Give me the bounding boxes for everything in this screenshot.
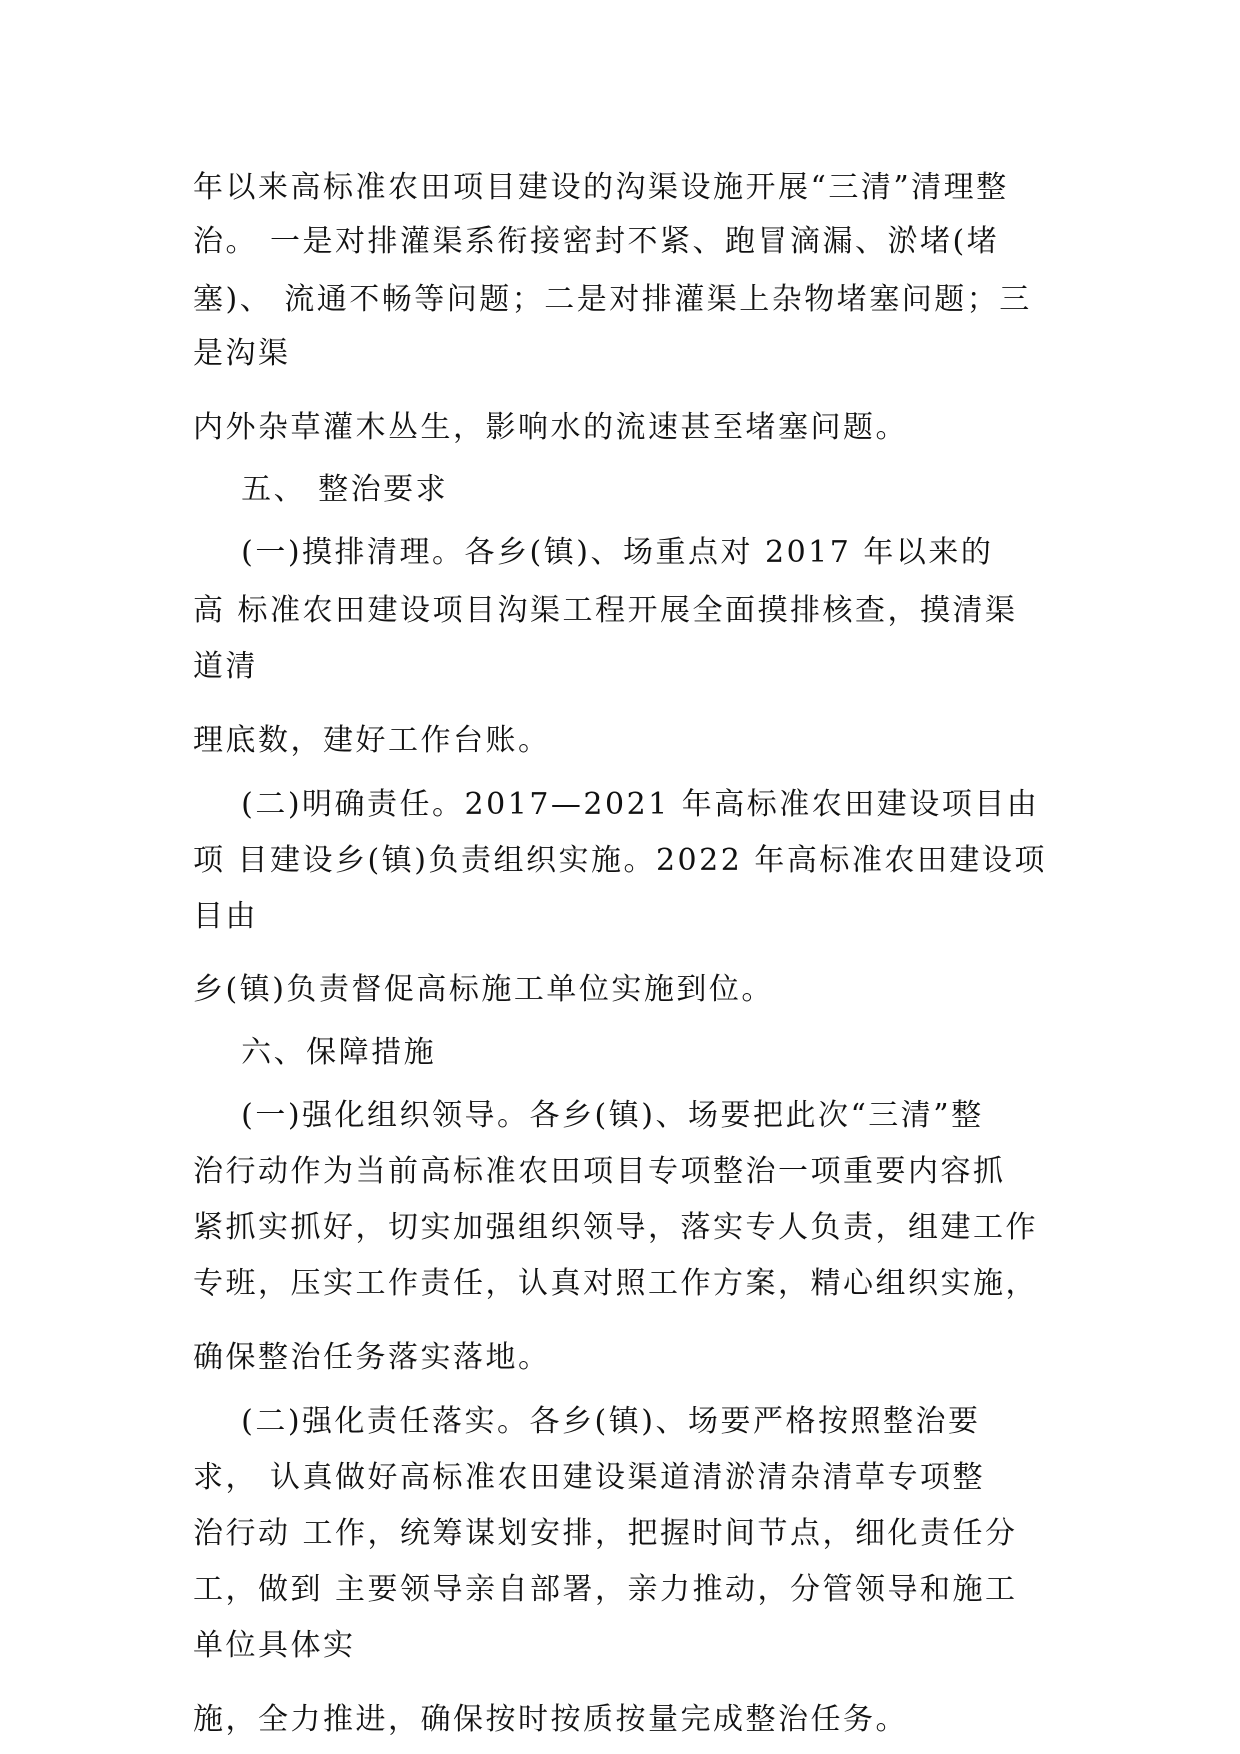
text-line-5: 内外杂草灌木丛生，影响水的流速甚至堵塞问题。 bbox=[193, 410, 908, 445]
text-line-19: 专班，压实工作责任，认真对照工作方案，精心组织实施， bbox=[193, 1266, 1038, 1301]
text-line-12: 项 目建设乡(镇)负责组织实施。2022 年高标准农田建设项 bbox=[193, 843, 1047, 878]
text-line-20: 确保整治任务落实落地。 bbox=[193, 1340, 551, 1375]
section-heading-5: 五、 整治要求 bbox=[193, 472, 449, 507]
text-line-14: 乡(镇)负责督促高标施工单位实施到位。 bbox=[193, 972, 774, 1007]
text-line-25: 单位具体实 bbox=[193, 1628, 356, 1663]
text-line-2: 治。 一是对排灌渠系衔接密封不紧、跑冒滴漏、淤堵(堵 bbox=[193, 224, 1000, 259]
section-heading-6: 六、保障措施 bbox=[193, 1035, 437, 1070]
text-line-23: 治行动 工作，统筹谋划安排，把握时间节点，细化责任分 bbox=[193, 1516, 1018, 1551]
text-line-13: 目由 bbox=[193, 899, 258, 934]
text-line-3: 塞)、 流通不畅等问题；二是对排灌渠上杂物堵塞问题；三 bbox=[193, 282, 1032, 317]
text-line-9: 道清 bbox=[193, 649, 258, 684]
text-line-22: 求， 认真做好高标准农田建设渠道清淤清杂清草专项整 bbox=[193, 1460, 986, 1495]
text-line-1: 年以来高标准农田项目建设的沟渠设施开展“三清”清理整 bbox=[193, 170, 1009, 205]
text-line-17: 治行动作为当前高标准农田项目专项整治一项重要内容抓 bbox=[193, 1154, 1006, 1189]
text-line-16: (一)强化组织领导。各乡(镇)、场要把此次“三清”整 bbox=[193, 1098, 984, 1133]
text-line-8: 高 标准农田建设项目沟渠工程开展全面摸排核查，摸清渠 bbox=[193, 593, 1018, 628]
text-line-4: 是沟渠 bbox=[193, 336, 291, 371]
text-line-7: (一)摸排清理。各乡(镇)、场重点对 2017 年以来的 bbox=[193, 535, 994, 570]
text-line-10: 理底数，建好工作台账。 bbox=[193, 723, 551, 758]
text-line-24: 工，做到 主要领导亲自部署，亲力推动，分管领导和施工 bbox=[193, 1572, 1018, 1607]
text-line-26: 施，全力推进，确保按时按质按量完成整治任务。 bbox=[193, 1702, 908, 1737]
text-line-21: (二)强化责任落实。各乡(镇)、场要严格按照整治要 bbox=[193, 1404, 981, 1439]
text-line-11: (二)明确责任。2017—2021 年高标准农田建设项目由 bbox=[193, 787, 1040, 822]
text-line-18: 紧抓实抓好，切实加强组织领导，落实专人负责，组建工作 bbox=[193, 1210, 1038, 1245]
